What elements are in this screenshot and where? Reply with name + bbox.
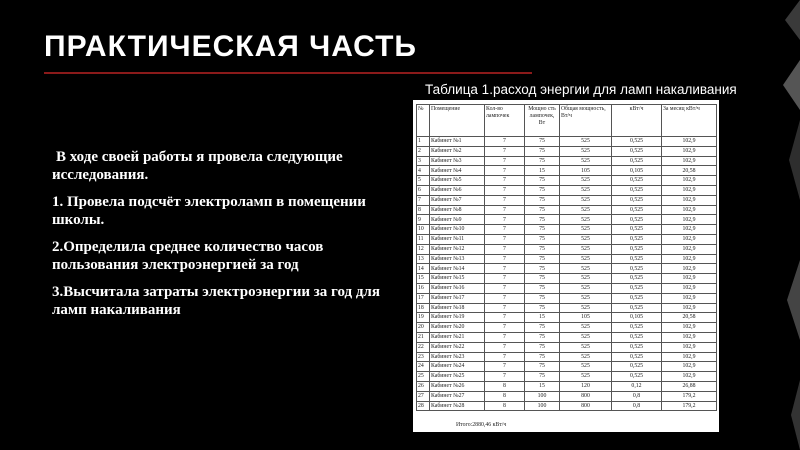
table-cell: 75 <box>525 176 560 186</box>
table-cell: 11 <box>417 234 430 244</box>
table-cell: 525 <box>560 352 612 362</box>
table-cell: Кабинет №8 <box>430 205 485 215</box>
table-cell: 525 <box>560 215 612 225</box>
table-cell: 75 <box>525 303 560 313</box>
table-cell: 75 <box>525 195 560 205</box>
table-cell: 75 <box>525 323 560 333</box>
table-cell: 7 <box>485 313 525 323</box>
table-cell: Кабинет №12 <box>430 244 485 254</box>
table-cell: 7 <box>485 234 525 244</box>
table-cell: 100 <box>525 391 560 401</box>
table-row <box>417 185 717 195</box>
table-cell: 75 <box>525 244 560 254</box>
table-row <box>417 391 717 401</box>
table-cell: 525 <box>560 234 612 244</box>
table-cell: 75 <box>525 185 560 195</box>
table-cell: 0,525 <box>612 254 662 264</box>
table-cell: 7 <box>485 146 525 156</box>
table-cell: 7 <box>485 254 525 264</box>
header-cell: Кол-во лампочек <box>485 105 525 137</box>
table-cell: 13 <box>417 254 430 264</box>
table-cell: 7 <box>485 195 525 205</box>
table-cell: 102,9 <box>662 244 717 254</box>
table-cell: 7 <box>485 362 525 372</box>
table-row <box>417 254 717 264</box>
table-cell: 0,525 <box>612 372 662 382</box>
body-text <box>52 148 402 328</box>
header-cell: № <box>417 105 430 137</box>
table-row <box>417 332 717 342</box>
table-cell: Кабинет №9 <box>430 215 485 225</box>
table-cell: 75 <box>525 283 560 293</box>
table-cell: 18 <box>417 303 430 313</box>
table-cell: 0,525 <box>612 156 662 166</box>
table-cell: 75 <box>525 225 560 235</box>
table-cell: 102,9 <box>662 264 717 274</box>
table-cell: 75 <box>525 137 560 147</box>
table-cell: 102,9 <box>662 342 717 352</box>
table-cell: 26,88 <box>662 381 717 391</box>
table-cell: 7 <box>485 166 525 176</box>
header-cell: За месяц кВт/ч <box>662 105 717 137</box>
table-row <box>417 401 717 411</box>
table-cell: 0,525 <box>612 342 662 352</box>
table-cell: 75 <box>525 264 560 274</box>
table-cell: 2 <box>417 146 430 156</box>
table-row <box>417 264 717 274</box>
table-image <box>413 100 719 432</box>
table-cell: 7 <box>485 185 525 195</box>
table-cell: 75 <box>525 254 560 264</box>
table-cell: 179,2 <box>662 401 717 411</box>
table-cell: 525 <box>560 176 612 186</box>
table-cell: 75 <box>525 372 560 382</box>
table-cell: 7 <box>485 283 525 293</box>
table-cell: 75 <box>525 274 560 284</box>
list-item: 1. Провела подсчёт электроламп в помещении школы. <box>52 194 366 228</box>
table-cell: 102,9 <box>662 185 717 195</box>
table-cell: 25 <box>417 372 430 382</box>
table-cell: Кабинет №17 <box>430 293 485 303</box>
table-cell: Кабинет №2 <box>430 146 485 156</box>
table-cell: 0,525 <box>612 283 662 293</box>
intro-paragraph: В ходе своей работы я провела следующие исследования. <box>52 149 343 183</box>
table-cell: 15 <box>525 381 560 391</box>
table-cell: 4 <box>417 166 430 176</box>
table-cell: 9 <box>417 215 430 225</box>
table-cell: 20,58 <box>662 313 717 323</box>
table-cell: 75 <box>525 362 560 372</box>
table-cell: 22 <box>417 342 430 352</box>
table-cell: 0,525 <box>612 215 662 225</box>
table-cell: 0,525 <box>612 274 662 284</box>
table-cell: 14 <box>417 264 430 274</box>
table-cell: 75 <box>525 293 560 303</box>
table-cell: 102,9 <box>662 195 717 205</box>
table-row <box>417 156 717 166</box>
table-cell: 525 <box>560 156 612 166</box>
table-cell: 75 <box>525 146 560 156</box>
table-cell: Кабинет №26 <box>430 381 485 391</box>
table-cell: 525 <box>560 283 612 293</box>
table-cell: 3 <box>417 156 430 166</box>
table-cell: 7 <box>485 244 525 254</box>
table-cell: 102,9 <box>662 215 717 225</box>
header-cell: кВт/ч <box>612 105 662 137</box>
table-row <box>417 195 717 205</box>
table-cell: 102,9 <box>662 137 717 147</box>
table-cell: 0,525 <box>612 234 662 244</box>
header-cell: Общая мощность, Вт/ч <box>560 105 612 137</box>
table-cell: 75 <box>525 215 560 225</box>
table-cell: Кабинет №13 <box>430 254 485 264</box>
table-cell: 0,525 <box>612 264 662 274</box>
table-cell: 0,8 <box>612 391 662 401</box>
table-cell: 0,525 <box>612 185 662 195</box>
table-cell: 102,9 <box>662 176 717 186</box>
table-cell: Кабинет №27 <box>430 391 485 401</box>
table-cell: Кабинет №15 <box>430 274 485 284</box>
table-row <box>417 146 717 156</box>
table-cell: Кабинет №14 <box>430 264 485 274</box>
table-cell: 7 <box>485 225 525 235</box>
table-cell: 7 <box>485 274 525 284</box>
table-cell: 800 <box>560 401 612 411</box>
table-row <box>417 234 717 244</box>
table-cell: Кабинет №6 <box>430 185 485 195</box>
table-cell: 26 <box>417 381 430 391</box>
decorative-stripes <box>775 0 800 450</box>
table-cell: 1 <box>417 137 430 147</box>
table-cell: 0,525 <box>612 323 662 333</box>
table-cell: 102,9 <box>662 372 717 382</box>
table-cell: 102,9 <box>662 283 717 293</box>
table-row <box>417 215 717 225</box>
table-cell: Кабинет №24 <box>430 362 485 372</box>
table-cell: 525 <box>560 303 612 313</box>
table-cell: 0,525 <box>612 244 662 254</box>
table-cell: 102,9 <box>662 205 717 215</box>
table-cell: 0,525 <box>612 332 662 342</box>
table-cell: 15 <box>417 274 430 284</box>
table-cell: 24 <box>417 362 430 372</box>
table-row <box>417 381 717 391</box>
table-cell: 7 <box>417 195 430 205</box>
table-cell: 525 <box>560 323 612 333</box>
table-cell: 7 <box>485 332 525 342</box>
table-cell: 19 <box>417 313 430 323</box>
table-cell: 105 <box>560 166 612 176</box>
table-cell: 7 <box>485 176 525 186</box>
table-cell: 28 <box>417 401 430 411</box>
table-row <box>417 303 717 313</box>
table-cell: Кабинет №7 <box>430 195 485 205</box>
table-cell: Кабинет №22 <box>430 342 485 352</box>
table-cell: 120 <box>560 381 612 391</box>
table-cell: 75 <box>525 234 560 244</box>
table-cell: 102,9 <box>662 146 717 156</box>
table-cell: 525 <box>560 342 612 352</box>
table-row <box>417 323 717 333</box>
table-cell: 102,9 <box>662 332 717 342</box>
table-cell: 8 <box>485 401 525 411</box>
table-cell: 525 <box>560 185 612 195</box>
table-cell: 525 <box>560 274 612 284</box>
table-cell: 27 <box>417 391 430 401</box>
table-cell: 7 <box>485 342 525 352</box>
header-cell: Мощно сть лампочек, Вт <box>525 105 560 137</box>
table-cell: 7 <box>485 264 525 274</box>
table-cell: Кабинет №3 <box>430 156 485 166</box>
table-cell: 525 <box>560 372 612 382</box>
table-body <box>417 137 717 411</box>
table-cell: 0,525 <box>612 225 662 235</box>
table-row <box>417 362 717 372</box>
table-cell: Кабинет №18 <box>430 303 485 313</box>
table-cell: 102,9 <box>662 274 717 284</box>
table-row <box>417 244 717 254</box>
table-cell: Кабинет №1 <box>430 137 485 147</box>
table-cell: Кабинет №16 <box>430 283 485 293</box>
table-row <box>417 372 717 382</box>
table-cell: 6 <box>417 185 430 195</box>
table-cell: 525 <box>560 293 612 303</box>
table-cell: 7 <box>485 137 525 147</box>
table-row <box>417 293 717 303</box>
list-item: 2.Определила среднее количество часов пользования электроэнергией за год <box>52 239 324 273</box>
table-cell: 7 <box>485 215 525 225</box>
table-cell: Кабинет №19 <box>430 313 485 323</box>
table-cell: 0,12 <box>612 381 662 391</box>
table-row <box>417 274 717 284</box>
table-cell: 0,525 <box>612 195 662 205</box>
table-cell: 21 <box>417 332 430 342</box>
table-cell: 525 <box>560 254 612 264</box>
table-cell: 525 <box>560 244 612 254</box>
table-cell: Кабинет №21 <box>430 332 485 342</box>
table-cell: 525 <box>560 362 612 372</box>
table-cell: 75 <box>525 332 560 342</box>
table-row <box>417 342 717 352</box>
table-cell: 15 <box>525 166 560 176</box>
table-header-row <box>417 105 717 137</box>
page-title: ПРАКТИЧЕСКАЯ ЧАСТЬ <box>44 30 417 63</box>
table-cell: 75 <box>525 156 560 166</box>
table-row <box>417 176 717 186</box>
table-row <box>417 352 717 362</box>
table-cell: 105 <box>560 313 612 323</box>
table-cell: 0,8 <box>612 401 662 411</box>
table-cell: 16 <box>417 283 430 293</box>
table-cell: 20,58 <box>662 166 717 176</box>
table-cell: 102,9 <box>662 234 717 244</box>
table-cell: Кабинет №5 <box>430 176 485 186</box>
table-cell: Кабинет №23 <box>430 352 485 362</box>
table-cell: 0,105 <box>612 313 662 323</box>
table-cell: 75 <box>525 352 560 362</box>
table-cell: Кабинет №10 <box>430 225 485 235</box>
table-row <box>417 205 717 215</box>
table-cell: 75 <box>525 205 560 215</box>
energy-table <box>416 104 717 411</box>
table-cell: 7 <box>485 323 525 333</box>
table-cell: 12 <box>417 244 430 254</box>
list-item: 3.Высчитала затраты электроэнергии за год для ламп накаливания <box>52 284 380 318</box>
table-total: Итого:2880,46 кВт/ч <box>456 422 507 428</box>
table-cell: 7 <box>485 293 525 303</box>
table-cell: 102,9 <box>662 293 717 303</box>
table-cell: 7 <box>485 205 525 215</box>
table-cell: 102,9 <box>662 303 717 313</box>
table-cell: 102,9 <box>662 156 717 166</box>
table-row <box>417 137 717 147</box>
table-cell: 20 <box>417 323 430 333</box>
table-cell: 0,105 <box>612 166 662 176</box>
table-row <box>417 313 717 323</box>
table-cell: 0,525 <box>612 137 662 147</box>
table-cell: 0,525 <box>612 205 662 215</box>
table-cell: 102,9 <box>662 323 717 333</box>
table-cell: 102,9 <box>662 352 717 362</box>
table-cell: 0,525 <box>612 362 662 372</box>
table-cell: 0,525 <box>612 352 662 362</box>
table-cell: Кабинет №4 <box>430 166 485 176</box>
table-cell: 525 <box>560 195 612 205</box>
table-row <box>417 166 717 176</box>
table-cell: 75 <box>525 342 560 352</box>
table-row <box>417 225 717 235</box>
table-cell: 7 <box>485 156 525 166</box>
table-cell: 800 <box>560 391 612 401</box>
table-cell: 0,525 <box>612 146 662 156</box>
table-cell: Кабинет №25 <box>430 372 485 382</box>
table-cell: 179,2 <box>662 391 717 401</box>
table-cell: 102,9 <box>662 254 717 264</box>
table-cell: 17 <box>417 293 430 303</box>
title-underline <box>44 72 532 74</box>
table-cell: 7 <box>485 372 525 382</box>
table-cell: Кабинет №11 <box>430 234 485 244</box>
table-cell: 525 <box>560 264 612 274</box>
table-cell: 525 <box>560 205 612 215</box>
table-cell: 525 <box>560 146 612 156</box>
table-cell: 0,525 <box>612 303 662 313</box>
table-cell: 8 <box>485 381 525 391</box>
table-cell: 7 <box>485 303 525 313</box>
table-cell: 525 <box>560 332 612 342</box>
table-cell: 525 <box>560 137 612 147</box>
table-cell: Кабинет №28 <box>430 401 485 411</box>
table-cell: Кабинет №20 <box>430 323 485 333</box>
table-cell: 10 <box>417 225 430 235</box>
table-cell: 23 <box>417 352 430 362</box>
table-row <box>417 283 717 293</box>
table-cell: 7 <box>485 352 525 362</box>
table-cell: 102,9 <box>662 362 717 372</box>
table-cell: 102,9 <box>662 225 717 235</box>
table-caption: Таблица 1.расход энергии для ламп накаливания <box>425 82 737 97</box>
table-cell: 0,525 <box>612 293 662 303</box>
table-cell: 8 <box>485 391 525 401</box>
table-cell: 525 <box>560 225 612 235</box>
header-cell: Помещение <box>430 105 485 137</box>
table-cell: 100 <box>525 401 560 411</box>
table-cell: 15 <box>525 313 560 323</box>
table-cell: 8 <box>417 205 430 215</box>
table-cell: 0,525 <box>612 176 662 186</box>
table-cell: 5 <box>417 176 430 186</box>
